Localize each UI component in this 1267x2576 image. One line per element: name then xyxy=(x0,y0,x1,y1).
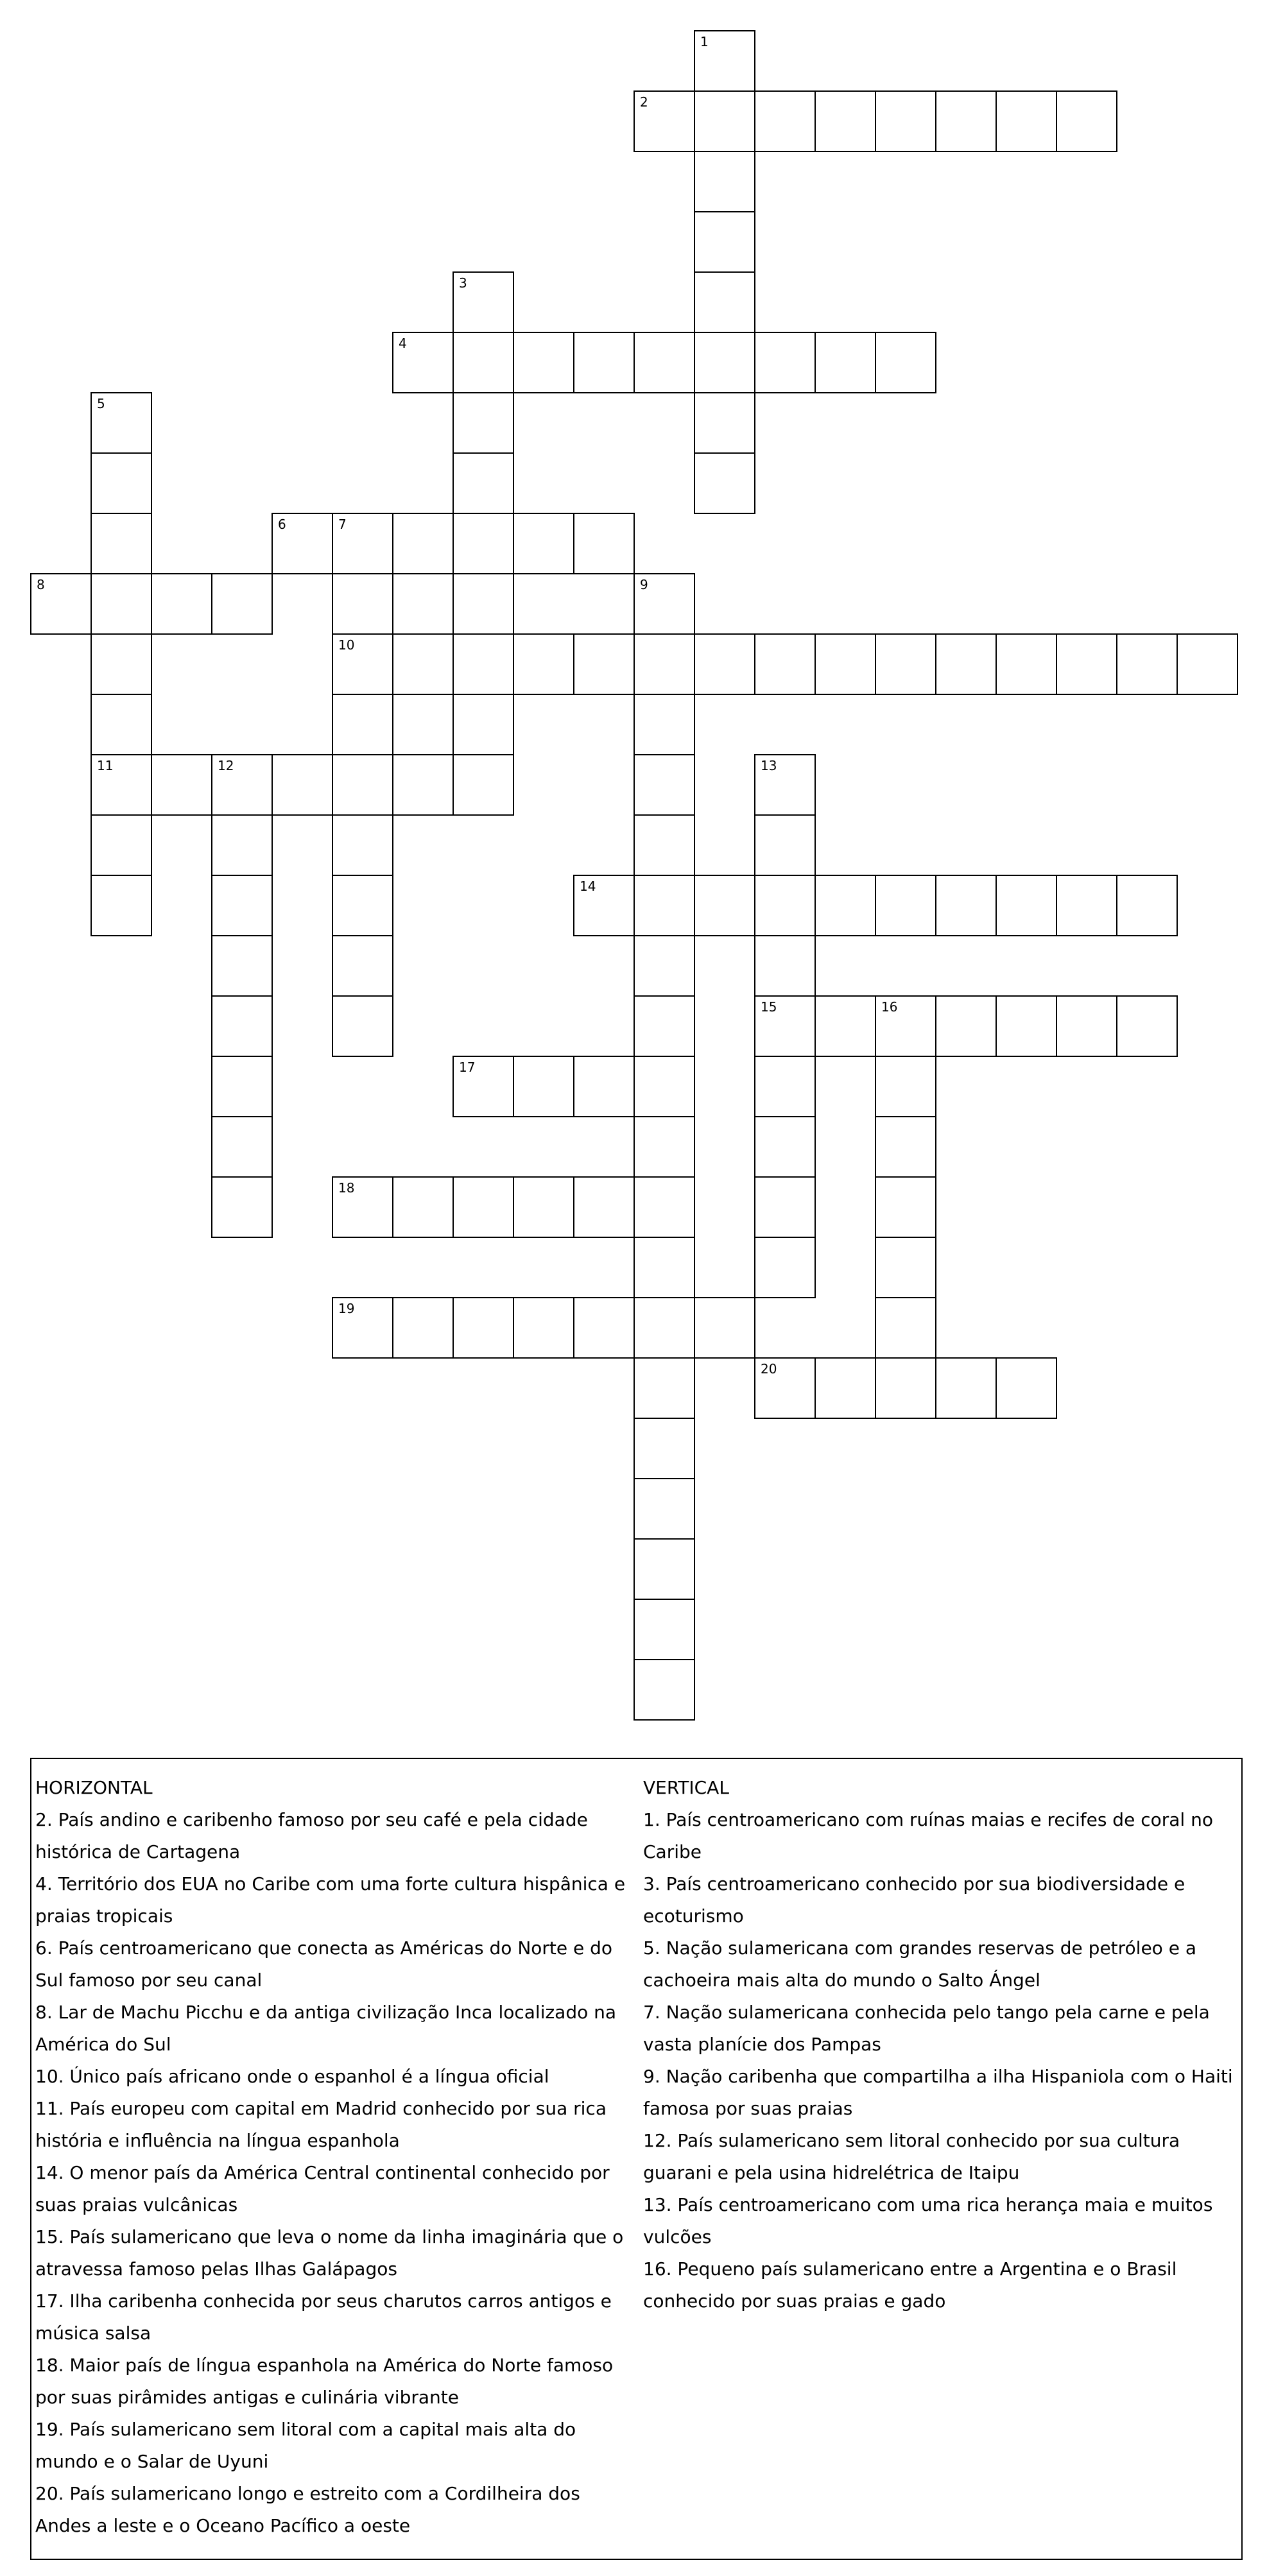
grid-cell[interactable] xyxy=(90,452,152,514)
grid-cell[interactable] xyxy=(694,271,755,333)
grid-cell[interactable] xyxy=(634,875,695,936)
grid-cell[interactable] xyxy=(211,1116,273,1178)
grid-cell[interactable] xyxy=(392,1176,454,1238)
grid-cell[interactable] xyxy=(996,633,1057,695)
grid-cell[interactable] xyxy=(875,633,936,695)
grid-cell[interactable] xyxy=(392,754,454,816)
grid-cell[interactable] xyxy=(392,633,454,695)
grid-cell[interactable] xyxy=(634,754,695,816)
clue-down-12: 12. País sulamericano sem litoral conhecido por sua cultura guarani e pela usina hidrelétrica de Itaipu xyxy=(643,2130,1180,2183)
grid-cell[interactable] xyxy=(452,694,514,755)
grid-cell[interactable] xyxy=(935,1357,997,1419)
grid-cell[interactable] xyxy=(211,814,273,876)
grid-cell[interactable] xyxy=(694,30,755,92)
grid-cell[interactable] xyxy=(513,1056,574,1117)
grid-cell[interactable] xyxy=(634,814,695,876)
grid-cell[interactable] xyxy=(211,573,273,635)
clue-number: 1 xyxy=(700,34,709,49)
clues-box xyxy=(30,1758,1243,2560)
grid-cell[interactable] xyxy=(1116,995,1178,1057)
grid-cell[interactable] xyxy=(634,1599,695,1660)
grid-cell[interactable] xyxy=(754,754,816,816)
grid-cell[interactable] xyxy=(875,995,936,1057)
grid-cell[interactable] xyxy=(754,332,816,393)
grid-cell[interactable] xyxy=(814,332,876,393)
grid-cell[interactable] xyxy=(935,633,997,695)
grid-cell[interactable] xyxy=(90,875,152,936)
grid-cell[interactable] xyxy=(875,875,936,936)
grid-cell[interactable] xyxy=(634,1176,695,1238)
grid-cell[interactable] xyxy=(332,513,393,574)
grid-cell[interactable] xyxy=(90,513,152,574)
grid-cell[interactable] xyxy=(875,1237,936,1298)
clue-across-11: 11. País europeu com capital em Madrid conhecido por sua rica história e influência na língua espanhola xyxy=(35,2098,607,2151)
grid-cell[interactable] xyxy=(30,573,92,635)
grid-cell[interactable] xyxy=(634,1116,695,1178)
grid-cell[interactable] xyxy=(452,513,514,574)
clue-number: 9 xyxy=(640,577,648,592)
grid-cell[interactable] xyxy=(573,513,635,574)
clue-across-8: 8. Lar de Machu Picchu e da antiga civilização Inca localizado na América do Sul xyxy=(35,2002,617,2055)
grid-cell[interactable] xyxy=(90,573,152,635)
grid-cell[interactable] xyxy=(634,1659,695,1721)
clue-number: 20 xyxy=(761,1361,777,1377)
clue-number: 19 xyxy=(338,1301,355,1316)
grid-cell[interactable] xyxy=(573,875,635,936)
clue-number: 2 xyxy=(640,94,648,110)
grid-cell[interactable] xyxy=(452,271,514,333)
grid-cell[interactable] xyxy=(1116,633,1178,695)
grid-cell[interactable] xyxy=(814,90,876,152)
grid-cell[interactable] xyxy=(513,633,574,695)
grid-cell[interactable] xyxy=(513,513,574,574)
grid-cell[interactable] xyxy=(996,90,1057,152)
grid-cell[interactable] xyxy=(573,1056,635,1117)
grid-cell[interactable] xyxy=(90,814,152,876)
grid-cell[interactable] xyxy=(332,1297,393,1359)
clue-number: 15 xyxy=(761,999,777,1015)
grid-cell[interactable] xyxy=(694,211,755,273)
grid-cell[interactable] xyxy=(694,875,755,936)
grid-cell[interactable] xyxy=(875,332,936,393)
grid-cell[interactable] xyxy=(573,1297,635,1359)
grid-cell[interactable] xyxy=(332,935,393,997)
grid-cell[interactable] xyxy=(694,151,755,212)
clue-down-5: 5. Nação sulamericana com grandes reservas de petróleo e a cachoeira mais alta do mundo o Salto Ángel xyxy=(643,1937,1196,1991)
grid-cell[interactable] xyxy=(332,875,393,936)
grid-cell[interactable] xyxy=(875,90,936,152)
clue-number: 11 xyxy=(97,758,114,773)
grid-cell[interactable] xyxy=(513,1297,574,1359)
clue-across-18: 18. Maior país de língua espanhola na América do Norte famoso por suas pirâmides antigas e culinária vibrante xyxy=(35,2355,614,2408)
grid-cell[interactable] xyxy=(694,1297,755,1359)
grid-cell[interactable] xyxy=(272,754,333,816)
grid-cell[interactable] xyxy=(754,875,816,936)
clue-number: 12 xyxy=(218,758,234,773)
grid-cell[interactable] xyxy=(452,573,514,635)
grid-cell[interactable] xyxy=(754,935,816,997)
grid-cell[interactable] xyxy=(452,452,514,514)
clue-number: 13 xyxy=(761,758,777,773)
clue-down-7: 7. Nação sulamericana conhecida pelo tango pela carne e pela vasta planície dos Pampas xyxy=(643,2002,1210,2055)
grid-cell[interactable] xyxy=(694,90,755,152)
grid-cell[interactable] xyxy=(452,1056,514,1117)
grid-cell[interactable] xyxy=(634,935,695,997)
grid-cell[interactable] xyxy=(452,1297,514,1359)
grid-cell[interactable] xyxy=(875,1357,936,1419)
grid-cell[interactable] xyxy=(814,995,876,1057)
grid-cell[interactable] xyxy=(513,332,574,393)
grid-cell[interactable] xyxy=(452,1176,514,1238)
grid-cell[interactable] xyxy=(452,754,514,816)
grid-cell[interactable] xyxy=(634,1297,695,1359)
grid-cell[interactable] xyxy=(996,875,1057,936)
grid-cell[interactable] xyxy=(754,90,816,152)
clue-across-20: 20. País sulamericano longo e estreito com a Cordilheira dos Andes a leste e o Oceano Pacífico a oeste xyxy=(35,2483,580,2536)
grid-cell[interactable] xyxy=(151,573,212,635)
grid-cell[interactable] xyxy=(332,694,393,755)
clue-number: 17 xyxy=(459,1060,476,1075)
clue-down-9: 9. Nação caribenha que compartilha a ilha Hispaniola com o Haiti famosa por suas praias xyxy=(643,2066,1233,2119)
grid-cell[interactable] xyxy=(90,694,152,755)
grid-cell[interactable] xyxy=(513,1176,574,1238)
grid-cell[interactable] xyxy=(996,1357,1057,1419)
clue-across-17: 17. Ilha caribenha conhecida por seus charutos carros antigos e música salsa xyxy=(35,2290,612,2344)
grid-cell[interactable] xyxy=(1056,90,1117,152)
grid-cell[interactable] xyxy=(573,633,635,695)
grid-cell[interactable] xyxy=(1056,875,1117,936)
grid-cell[interactable] xyxy=(90,754,152,816)
grid-cell[interactable] xyxy=(332,814,393,876)
grid-cell[interactable] xyxy=(634,1418,695,1479)
down-title: VERTICAL xyxy=(643,1777,729,1798)
grid-cell[interactable] xyxy=(634,332,695,393)
clue-across-4: 4. Território dos EUA no Caribe com uma forte cultura hispânica e praias tropicais xyxy=(35,1873,626,1927)
grid-cell[interactable] xyxy=(1176,633,1238,695)
clue-across-2: 2. País andino e caribenho famoso por seu café e pela cidade histórica de Cartagena xyxy=(35,1809,588,1862)
clue-number: 5 xyxy=(97,396,105,411)
grid-cell[interactable] xyxy=(754,1056,816,1117)
grid-cell[interactable] xyxy=(814,875,876,936)
grid-cell[interactable] xyxy=(875,1297,936,1359)
grid-cell[interactable] xyxy=(694,332,755,393)
clue-number: 4 xyxy=(399,336,407,351)
clue-number: 10 xyxy=(338,637,355,653)
clue-number: 16 xyxy=(881,999,898,1015)
clue-down-3: 3. País centroamericano conhecido por sua biodiversidade e ecoturismo xyxy=(643,1873,1185,1927)
grid-cell[interactable] xyxy=(1056,995,1117,1057)
grid-cell[interactable] xyxy=(634,1237,695,1298)
clue-number: 8 xyxy=(37,577,45,592)
clue-across-10: 10. Único país africano onde o espanhol é a língua oficial xyxy=(35,2066,549,2087)
clue-down-1: 1. País centroamericano com ruínas maias e recifes de coral no Caribe xyxy=(643,1809,1213,1862)
grid-cell[interactable] xyxy=(1116,875,1178,936)
grid-cell[interactable] xyxy=(211,875,273,936)
grid-cell[interactable] xyxy=(211,1056,273,1117)
grid-cell[interactable] xyxy=(211,1176,273,1238)
clue-across-15: 15. País sulamericano que leva o nome da linha imaginária que o atravessa famoso pelas Ilhas Galápagos xyxy=(35,2226,624,2280)
grid-cell[interactable] xyxy=(272,513,333,574)
grid-cell[interactable] xyxy=(392,1297,454,1359)
grid-cell[interactable] xyxy=(332,1176,393,1238)
grid-cell[interactable] xyxy=(694,633,755,695)
grid-cell[interactable] xyxy=(634,90,695,152)
grid-cell[interactable] xyxy=(754,1237,816,1298)
across-clues xyxy=(35,1772,626,2542)
grid-cell[interactable] xyxy=(875,1056,936,1117)
grid-cell[interactable] xyxy=(452,392,514,454)
grid-cell[interactable] xyxy=(814,1357,876,1419)
grid-cell[interactable] xyxy=(634,1538,695,1600)
grid-cell[interactable] xyxy=(935,995,997,1057)
grid-cell[interactable] xyxy=(1056,633,1117,695)
grid-cell[interactable] xyxy=(634,694,695,755)
grid-cell[interactable] xyxy=(754,1176,816,1238)
clue-down-16: 16. Pequeno país sulamericano entre a Argentina e o Brasil conhecido por suas praias e gado xyxy=(643,2258,1177,2312)
grid-cell[interactable] xyxy=(634,633,695,695)
grid-cell[interactable] xyxy=(754,1116,816,1178)
clue-across-19: 19. País sulamericano sem litoral com a capital mais alta do mundo e o Salar de Uyuni xyxy=(35,2419,576,2472)
grid-cell[interactable] xyxy=(754,814,816,876)
grid-cell[interactable] xyxy=(90,392,152,454)
grid-cell[interactable] xyxy=(694,392,755,454)
grid-cell[interactable] xyxy=(211,754,273,816)
grid-cell[interactable] xyxy=(814,633,876,695)
grid-cell[interactable] xyxy=(634,1357,695,1419)
grid-cell[interactable] xyxy=(573,1176,635,1238)
grid-cell[interactable] xyxy=(332,754,393,816)
grid-cell[interactable] xyxy=(392,513,454,574)
grid-cell[interactable] xyxy=(452,332,514,393)
grid-cell[interactable] xyxy=(573,332,635,393)
clue-number: 18 xyxy=(338,1180,355,1196)
clue-number: 6 xyxy=(278,517,286,532)
grid-cell[interactable] xyxy=(875,1176,936,1238)
grid-cell[interactable] xyxy=(996,995,1057,1057)
clue-number: 3 xyxy=(459,275,467,291)
grid-cell[interactable] xyxy=(452,633,514,695)
clue-number: 7 xyxy=(338,517,347,532)
grid-cell[interactable] xyxy=(332,633,393,695)
down-clues xyxy=(643,1772,1234,2317)
clue-down-13: 13. País centroamericano com uma rica herança maia e muitos vulcões xyxy=(643,2194,1213,2247)
grid-cell[interactable] xyxy=(634,1056,695,1117)
grid-cell[interactable] xyxy=(634,995,695,1057)
grid-cell[interactable] xyxy=(332,995,393,1057)
grid-cell[interactable] xyxy=(634,1478,695,1540)
grid-cell[interactable] xyxy=(754,633,816,695)
grid-cell[interactable] xyxy=(211,995,273,1057)
across-title: HORIZONTAL xyxy=(35,1777,153,1798)
grid-cell[interactable] xyxy=(90,633,152,695)
grid-cell[interactable] xyxy=(694,452,755,514)
grid-cell[interactable] xyxy=(332,573,393,635)
grid-cell[interactable] xyxy=(211,935,273,997)
clue-number: 14 xyxy=(580,879,596,894)
grid-cell[interactable] xyxy=(754,995,816,1057)
grid-cell[interactable] xyxy=(392,332,454,393)
grid-cell[interactable] xyxy=(935,875,997,936)
grid-cell[interactable] xyxy=(151,754,212,816)
grid-cell[interactable] xyxy=(634,573,695,635)
clue-across-14: 14. O menor país da América Central continental conhecido por suas praias vulcânicas xyxy=(35,2162,610,2215)
grid-cell[interactable] xyxy=(875,1116,936,1178)
grid-cell[interactable] xyxy=(754,1357,816,1419)
clue-across-6: 6. País centroamericano que conecta as Américas do Norte e do Sul famoso por seu canal xyxy=(35,1937,613,1991)
grid-cell[interactable] xyxy=(935,90,997,152)
